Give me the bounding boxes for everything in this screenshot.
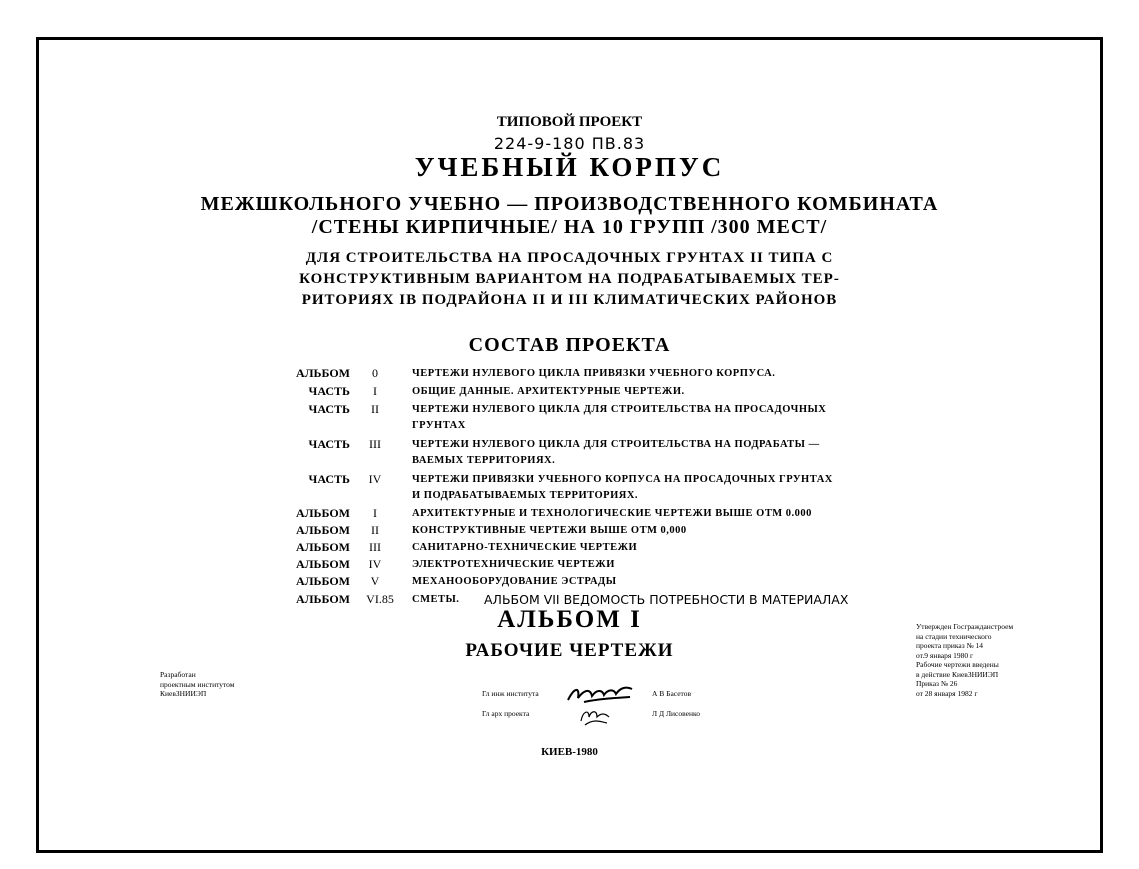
- contents-item-text-continued: ВАЕМЫХ ТЕРРИТОРИЯХ.: [412, 455, 556, 466]
- contents-item-number: II: [371, 523, 379, 537]
- approval-line: Рабочие чертежи введены: [916, 660, 999, 669]
- subtitle-line-2: /СТЕНЫ КИРПИЧНЫЕ/ НА 10 ГРУПП /300 МЕСТ/: [311, 216, 828, 238]
- contents-item-key: АЛЬБОМ: [295, 366, 350, 380]
- contents-item-number: III: [369, 540, 381, 554]
- contents-item-text: ЧЕРТЕЖИ НУЛЕВОГО ЦИКЛА ДЛЯ СТРОИТЕЛЬСТВА НА ПРОСАДОЧНЫХ: [412, 404, 827, 415]
- description-line-2: КОНСТРУКТИВНЫМ ВАРИАНТОМ НА ПОДРАБАТЫВАЕМЫХ ТЕР-: [299, 271, 840, 287]
- contents-item-key: ЧАСТЬ: [308, 437, 350, 451]
- contents-item-text: СМЕТЫ.: [412, 594, 460, 605]
- city-year: КИЕВ-1980: [541, 746, 598, 758]
- approval-line: Утвержден Госгражданстроем: [916, 622, 1014, 631]
- contents-item-key: ЧАСТЬ: [308, 402, 350, 416]
- approval-line: на стадии технического: [916, 631, 992, 641]
- project-label: ТИПОВОЙ ПРОЕКТ: [496, 114, 643, 130]
- contents-item-text: ОБЩИЕ ДАННЫЕ. АРХИТЕКТУРНЫЕ ЧЕРТЕЖИ.: [412, 386, 685, 397]
- contents-item-number: IV: [368, 472, 382, 486]
- developer-line: Разработан: [160, 670, 196, 679]
- approval-line: Приказ № 26: [916, 679, 958, 688]
- contents-item-number: I: [373, 384, 377, 398]
- contents-item-number: II: [371, 402, 379, 416]
- volume-album: АЛЬБОМ I: [497, 606, 642, 633]
- contents-item-key: АЛЬБОМ: [295, 557, 350, 571]
- description-line-3: РИТОРИЯХ IВ ПОДРАЙОНА II И III КЛИМАТИЧЕСКИХ РАЙОНОВ: [301, 292, 838, 308]
- contents-item-text: АРХИТЕКТУРНЫЕ И ТЕХНОЛОГИЧЕСКИЕ ЧЕРТЕЖИ ВЫШЕ ОТМ 0.000: [412, 508, 812, 519]
- contents-item-key: АЛЬБОМ: [295, 540, 350, 554]
- contents-item-key: ЧАСТЬ: [308, 472, 350, 486]
- developer-note: [160, 670, 235, 699]
- volume-name: РАБОЧИЕ ЧЕРТЕЖИ: [465, 640, 674, 661]
- contents-item-text-continued: И ПОДРАБАТЫВАЕМЫХ ТЕРРИТОРИЯХ.: [412, 490, 639, 501]
- approval-line: проекта приказ № 14: [916, 641, 984, 650]
- project-code: 224-9-180 ПВ.83: [493, 134, 646, 153]
- developer-line: проектным институтом: [160, 679, 235, 689]
- chief-architect-title: Гл арх проекта: [482, 709, 530, 718]
- contents-item-number: III: [369, 437, 381, 451]
- contents-item-number: I: [373, 506, 377, 520]
- contents-heading: СОСТАВ ПРОЕКТА: [468, 334, 671, 356]
- album-vii-note: АЛЬБОМ VII ВЕДОМОСТЬ ПОТРЕБНОСТИ В МАТЕРИАЛАХ: [484, 592, 849, 607]
- contents-item-number: VI.85: [366, 592, 394, 606]
- chief-engineer-title: Гл инж института: [482, 689, 539, 698]
- contents-item-key: АЛЬБОМ: [295, 592, 350, 606]
- contents-item-number: 0: [372, 366, 378, 380]
- contents-item-text: ЧЕРТЕЖИ НУЛЕВОГО ЦИКЛА ДЛЯ СТРОИТЕЛЬСТВА НА ПОДРАБАТЫ —: [412, 439, 820, 450]
- contents-item-key: ЧАСТЬ: [308, 384, 350, 398]
- contents-item-text: САНИТАРНО-ТЕХНИЧЕСКИЕ ЧЕРТЕЖИ: [412, 542, 638, 553]
- chief-architect-name: Л Д Лисовенко: [652, 709, 700, 718]
- contents-item-key: АЛЬБОМ: [295, 574, 350, 588]
- chief-architect-signature: [575, 703, 615, 729]
- contents-item-text: ЧЕРТЕЖИ ПРИВЯЗКИ УЧЕБНОГО КОРПУСА НА ПРОСАДОЧНЫХ ГРУНТАХ: [412, 474, 833, 485]
- contents-item-number: V: [370, 574, 380, 588]
- contents-item-text-continued: ГРУНТАХ: [412, 420, 466, 431]
- chief-engineer-name: А В Басетов: [652, 689, 692, 698]
- contents-item-text: КОНСТРУКТИВНЫЕ ЧЕРТЕЖИ ВЫШЕ ОТМ 0,000: [412, 525, 687, 536]
- description-line-1: ДЛЯ СТРОИТЕЛЬСТВА НА ПРОСАДОЧНЫХ ГРУНТАХ II ТИПА С: [305, 250, 834, 266]
- approval-line: от 28 января 1982 г: [916, 688, 978, 698]
- contents-item-text: ЭЛЕКТРОТЕХНИЧЕСКИЕ ЧЕРТЕЖИ: [412, 559, 615, 570]
- approval-line: от.9 января 1980 г: [916, 650, 974, 660]
- contents-item-key: АЛЬБОМ: [295, 506, 350, 520]
- approval-line: в действие КиевЗНИИЭП: [916, 669, 999, 679]
- contents-item-number: IV: [368, 557, 382, 571]
- approval-note: [916, 622, 1013, 698]
- contents-item-text: ЧЕРТЕЖИ НУЛЕВОГО ЦИКЛА ПРИВЯЗКИ УЧЕБНОГО КОРПУСА.: [412, 368, 776, 379]
- developer-line: КиевЗНИИЭП: [160, 689, 207, 698]
- subtitle-line-1: МЕЖШКОЛЬНОГО УЧЕБНО — ПРОИЗВОДСТВЕННОГО КОМБИНАТА: [200, 193, 939, 215]
- contents-item-text: МЕХАНООБОРУДОВАНИЕ ЭСТРАДЫ: [412, 576, 617, 587]
- contents-item-key: АЛЬБОМ: [295, 523, 350, 537]
- main-title: УЧЕБНЫЙ КОРПУС: [414, 152, 725, 182]
